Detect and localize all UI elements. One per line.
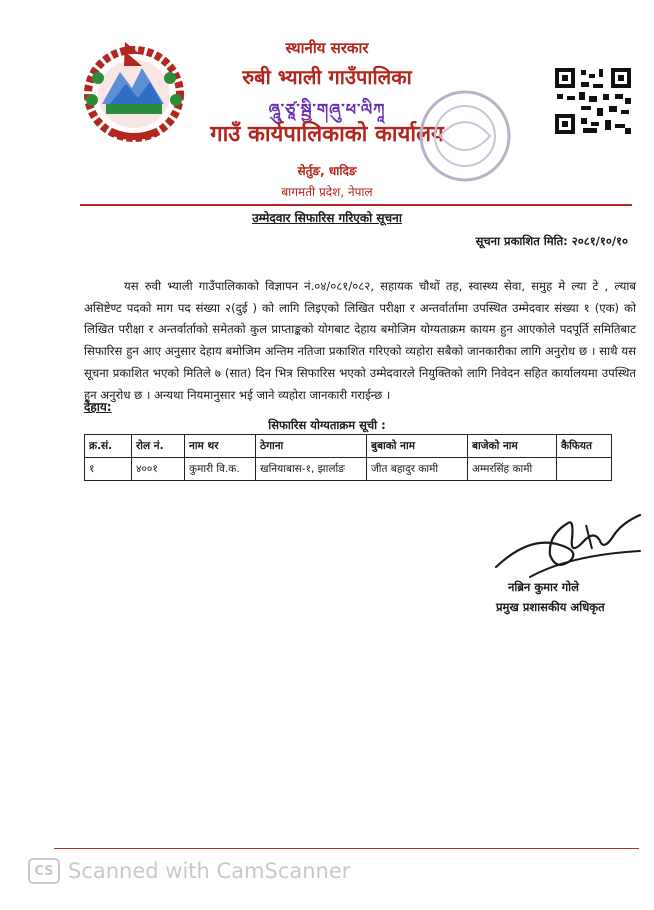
camscanner-watermark [28,858,350,884]
col-name: नाम थर [185,435,256,458]
col-serial: क्र.सं. [85,435,132,458]
location-label: सेर्तुङ, धादिङ [297,164,357,178]
col-grandfather: बाजेको नाम [468,435,557,458]
camscanner-logo-icon: CS [28,858,60,884]
list-title: सिफारिस योग्यताक्रम सूची : [268,418,386,432]
header-divider [80,204,632,206]
notice-paragraph: यस रुवी भ्याली गाउँपालिकाको विज्ञापन नं.०४/०८१/०८२, सहायक चौथों तह, स्वास्थ्य सेवा, समुह मे ल्या टे , ल्याब असिष्टेण्ट पदको माग पद संख्या २(दुई ) को लागि लिइएको लिखित परीक्षा र अन्तर्वार्तामा उपस्थित उम्मेदवार संख्या १ (एक) को लिखित परीक्षा र अन्तर्वार्ताको समेतको कुल प्राप्ताङ्कको योगबाट देहाय बमोजिम योग्यताक्रम कायम हुन आएकोले पदपूर्ति समितिबाट सिफारिस हुन आए अनुसार देहाय बमोजिम अन्तिम नतिजा प्रकाशित गरिएको व्यहोरा सबैको जानकारीका लागि अनुरोध छ । साथै यस सूचना प्रकाशित भएको मितिले ७ (सात) दिन भित्र सिफारिस भएको उम्मेदवारले नियुक्तिको लागि निवेदन सहित कार्यालयमा उपस्थित हुन अनुरोध छ । अन्यथा नियमानुसार भई जाने व्यहोरा जानकारी गराईन्छ । [84,279,636,402]
camscanner-text: Scanned with CamScanner [68,859,351,883]
government-label: स्थानीय सरकार [285,39,369,57]
signer-name: नब्रिन कुमार गोले [508,580,579,594]
notice-title: उम्मेदवार सिफारिस गरिएको सूचना [252,211,402,225]
table-header-row [85,435,612,458]
province-label: बागमती प्रदेश, नेपाल [281,185,373,199]
office-title: गाउँ कार्यपालिकाको कार्यालय [210,122,444,147]
cell-name: कुमारी वि.क. [185,458,256,481]
recommendation-table [84,434,612,481]
cell-father: जीत बहादुर कामी [367,458,468,481]
municipality-name: रुबी भ्याली गाउँपालिका [242,65,412,89]
cell-remarks [557,458,612,481]
footer-divider [54,848,639,849]
notice-body [84,276,636,406]
col-address: ठेगाना [256,435,367,458]
col-father: बुबाको नाम [367,435,468,458]
signer-title: प्रमुख प्रशासकीय अधिकृत [496,600,605,614]
signature-icon [490,495,650,585]
cell-serial: १ [85,458,132,481]
col-remarks: कैफियत [557,435,612,458]
municipality-name-tibetan: ཞཱུ་ཙཱ་སྦྱི་གཞུ་ཕ་ལིཀཱ [268,100,386,119]
qr-code-icon [553,66,633,136]
cell-roll: ४००१ [132,458,185,481]
table-row [85,458,612,481]
list-label: देहाय: [84,400,112,414]
col-roll: रोल नं. [132,435,185,458]
cell-address: खनियाबास-१, झार्लाङ [256,458,367,481]
cell-grandfather: अम्मरसिंह कामी [468,458,557,481]
published-date: सूचना प्रकाशित मिति: २०८१/१०/१० [475,234,628,248]
